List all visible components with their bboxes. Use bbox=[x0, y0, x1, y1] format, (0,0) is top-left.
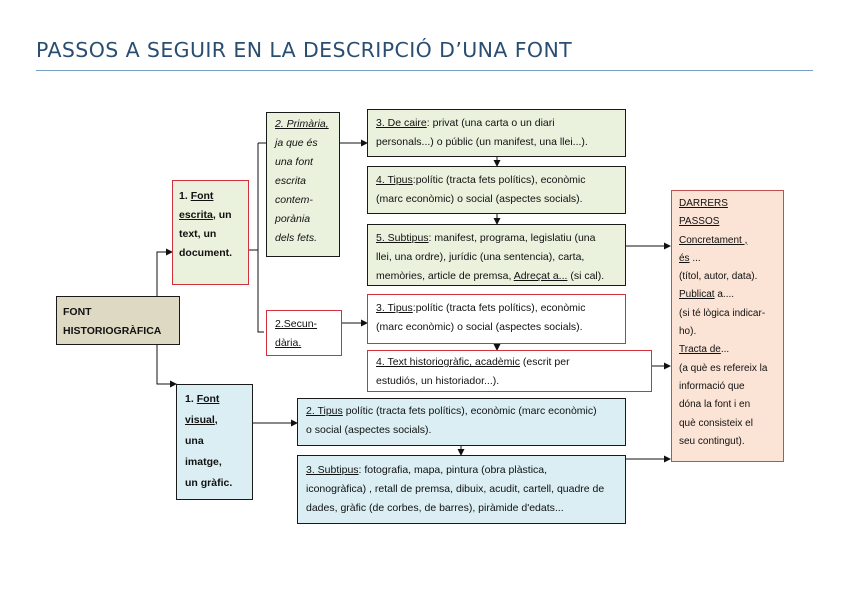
darrers-concretament: Concretament , bbox=[679, 234, 748, 246]
text-historiografic-line-2: estudiós, un historiador...). bbox=[376, 375, 500, 387]
darrers-line-7: què consisteix el bbox=[679, 417, 753, 429]
page-title: PASSOS A SEGUIR EN LA DESCRIPCIÓ D’UNA FONT bbox=[36, 38, 573, 62]
subtipus-visual-line-1: : fotografia, mapa, pintura (obra plàstica, bbox=[358, 464, 548, 476]
root-line-2: HISTORIOGRÀFICA bbox=[63, 325, 162, 337]
escrita-word-escrita: escrita bbox=[179, 209, 213, 221]
visual-line-1: una bbox=[185, 435, 204, 447]
tipus-primaria-label: 4. Tipus bbox=[376, 174, 413, 186]
visual-num: 1. bbox=[185, 393, 194, 405]
primaria-line-6: dels fets. bbox=[275, 232, 318, 244]
primaria-box bbox=[266, 112, 340, 257]
subtipus-primaria-box bbox=[367, 224, 626, 286]
darrers-line-6: dóna la font i en bbox=[679, 399, 751, 411]
escrita-rest-2: text, un bbox=[179, 228, 217, 240]
text-historiografic-box bbox=[367, 350, 652, 392]
root-to-escrita-connector bbox=[157, 252, 172, 296]
escrita-num: 1. bbox=[179, 190, 188, 202]
subtipus-primaria-adrecat: Adreçat a... bbox=[513, 270, 568, 282]
tipus-visual-line-2: o social (aspectes socials). bbox=[306, 424, 432, 436]
darrers-publicat: Publicat bbox=[679, 289, 715, 301]
tipus-visual-label: 2. Tipus bbox=[306, 405, 343, 417]
tipus-secundaria-line-2: (marc econòmic) o social (aspectes socials). bbox=[376, 321, 583, 333]
darrers-line-5: informació que bbox=[679, 380, 745, 392]
subtipus-visual-label: 3. Subtipus bbox=[306, 464, 359, 476]
de-caire-box bbox=[367, 109, 626, 157]
de-caire-line-1: : privat (una carta o un diari bbox=[426, 117, 555, 129]
tipus-primaria-box bbox=[367, 166, 626, 214]
subtipus-primaria-label: 5. Subtipus bbox=[376, 232, 429, 244]
font-escrita-box bbox=[172, 180, 249, 285]
subtipus-visual-line-3: dades, gràfic (de corbes, de barres), piràmide d'edats... bbox=[306, 502, 564, 514]
darrers-line-2: (si té lògica indicar- bbox=[679, 307, 766, 319]
darrers-head-1: DARRERS bbox=[679, 198, 728, 209]
darrers-head-2: PASSOS bbox=[679, 216, 720, 228]
subtipus-primaria-line-3a: memòries, article de premsa, bbox=[376, 270, 514, 282]
darrers-line-4: (a què es refereix la bbox=[679, 362, 768, 374]
visual-word-font: Font bbox=[196, 393, 220, 405]
darrers-passos-box bbox=[671, 190, 784, 462]
root-line-1: FONT bbox=[63, 306, 92, 318]
tipus-primaria-line-1: :polític (tracta fets polítics), econòmic bbox=[412, 174, 586, 186]
root-to-visual-connector bbox=[157, 345, 176, 384]
escrita-rest-1: , un bbox=[212, 209, 232, 221]
escrita-branch-connector bbox=[249, 143, 266, 332]
darrers-tracta: Tracta de bbox=[679, 344, 721, 356]
darrers-es: és bbox=[679, 252, 690, 264]
tipus-secundaria-line-1: :polític (tracta fets polítics), econòmic bbox=[412, 302, 586, 314]
primaria-line-1: ja que és bbox=[275, 137, 318, 149]
primaria-head: 2. Primària, bbox=[275, 118, 329, 130]
darrers-line-3: ho). bbox=[679, 326, 697, 338]
text-historiografic-line-1: (escrit per bbox=[519, 356, 570, 368]
escrita-word-font: Font bbox=[190, 190, 214, 202]
darrers-publicat-rest: a.... bbox=[714, 289, 735, 301]
darrers-es-rest: ... bbox=[689, 252, 701, 264]
visual-line-2: imatge, bbox=[185, 456, 222, 468]
tipus-secundaria-label: 3. Tipus bbox=[376, 302, 413, 314]
primaria-line-2: una font bbox=[275, 156, 313, 168]
darrers-tracta-rest: ... bbox=[720, 344, 730, 356]
darrers-line-8: seu contingut). bbox=[679, 435, 745, 447]
subtipus-primaria-line-1: : manifest, programa, legislatiu (una bbox=[428, 232, 596, 244]
visual-comma: , bbox=[214, 414, 218, 426]
primaria-line-3: escrita bbox=[275, 175, 306, 187]
tipus-visual-box bbox=[297, 398, 626, 446]
de-caire-label: 3. De caire bbox=[376, 117, 427, 129]
subtipus-primaria-line-2: llei, una ordre), jurídic (una sentencia), carta, bbox=[376, 251, 585, 263]
root-box-font-historiografica bbox=[56, 296, 180, 345]
subtipus-visual-box bbox=[297, 455, 626, 524]
secundaria-box bbox=[266, 310, 342, 356]
visual-line-3: un gràfic. bbox=[185, 477, 233, 489]
subtipus-primaria-line-3b: (si cal). bbox=[567, 270, 605, 282]
tipus-secundaria-box bbox=[367, 294, 626, 344]
tipus-primaria-line-2: (marc econòmic) o social (aspectes socials). bbox=[376, 193, 583, 205]
secundaria-line-2: dària. bbox=[275, 337, 302, 349]
subtipus-visual-line-2: iconogràfica) , retall de premsa, dibuix, acudit, cartell, quadre de bbox=[306, 483, 605, 495]
tipus-visual-line-1: polític (tracta fets polítics), econòmic (marc econòmic) bbox=[342, 405, 597, 417]
visual-word-visual: visual bbox=[185, 414, 215, 426]
primaria-line-4: contem- bbox=[275, 194, 313, 206]
darrers-line-1: (títol, autor, data). bbox=[679, 271, 758, 283]
secundaria-line-1: 2.Secun- bbox=[275, 318, 318, 330]
font-visual-box bbox=[176, 384, 253, 500]
text-historiografic-label: 4. Text historiogràfic, acadèmic bbox=[376, 356, 520, 368]
de-caire-line-2: personals...) o públic (un manifest, una llei...). bbox=[376, 136, 588, 148]
escrita-rest-3: document. bbox=[179, 247, 233, 259]
primaria-line-5: porània bbox=[275, 213, 311, 225]
